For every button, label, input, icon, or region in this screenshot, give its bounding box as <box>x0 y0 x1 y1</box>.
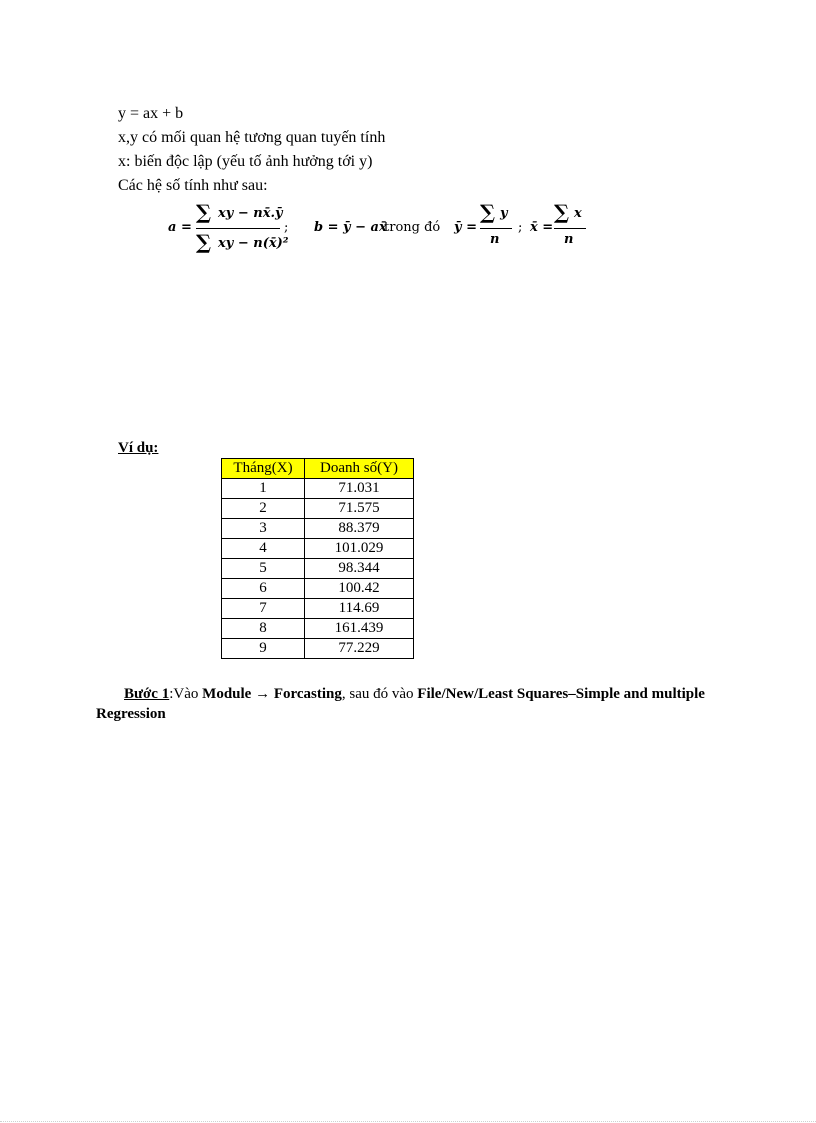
a-denominator: xy − n(x̄)² <box>218 236 289 251</box>
example-label: Ví dụ: <box>118 440 159 456</box>
table-header-row <box>222 459 414 479</box>
coefficients-intro: Các hệ số tính như sau: <box>118 177 268 194</box>
ybar-denominator: n <box>490 232 500 247</box>
sales-cell: 100.42 <box>305 579 414 599</box>
separator: ; <box>518 220 523 235</box>
sigma-symbol: ∑ <box>480 200 496 224</box>
sigma-symbol: ∑ <box>554 200 570 224</box>
month-cell: 1 <box>222 479 305 499</box>
month-cell: 8 <box>222 619 305 639</box>
sigma-symbol: ∑ <box>196 200 212 224</box>
column-header-sales: Doanh số(Y) <box>305 459 414 479</box>
sales-cell: 101.029 <box>305 539 414 559</box>
sales-cell: 71.575 <box>305 499 414 519</box>
xbar-numerator: x <box>574 206 582 221</box>
table-row <box>222 499 414 519</box>
a-lhs: a = <box>168 220 192 235</box>
sales-cell: 98.344 <box>305 559 414 579</box>
table-row <box>222 579 414 599</box>
sales-table <box>221 458 414 659</box>
table-row <box>222 559 414 579</box>
page-bottom-divider <box>0 1121 816 1122</box>
sales-cell: 114.69 <box>305 599 414 619</box>
table-row <box>222 619 414 639</box>
month-cell: 7 <box>222 599 305 619</box>
menu-path: File/New/Least Squares–Simple and multiple Regression <box>96 686 705 722</box>
step-1-instruction <box>96 684 736 724</box>
sales-cell: 77.229 <box>305 639 414 659</box>
a-fraction-bar <box>196 228 280 229</box>
a-numerator: xy − nx̄.ȳ <box>218 206 283 221</box>
module-term: Module <box>202 686 252 702</box>
step-1-text: :Vào <box>169 686 203 702</box>
sales-cell: 88.379 <box>305 519 414 539</box>
table-row <box>222 539 414 559</box>
column-header-month: Tháng(X) <box>222 459 305 479</box>
ybar-fraction-bar <box>480 228 512 229</box>
step-1-text-2: , sau đó vào <box>341 686 418 702</box>
xbar-fraction-bar <box>554 228 586 229</box>
forcasting-term: Forcasting <box>273 686 342 702</box>
b-equation: b = ȳ − ax̄ <box>314 220 387 235</box>
ybar-numerator: y <box>500 206 508 221</box>
sigma-symbol: ∑ <box>196 230 212 254</box>
equation-line: y = ax + b <box>118 105 184 122</box>
month-cell: 9 <box>222 639 305 659</box>
separator: ; <box>284 220 289 235</box>
independent-variable-text: x: biến độc lập (yếu tố ảnh hưởng tới y) <box>118 153 373 170</box>
coefficient-formulas <box>168 200 608 256</box>
month-cell: 2 <box>222 499 305 519</box>
xbar-lhs: x̄ = <box>530 220 554 235</box>
xbar-denominator: n <box>564 232 574 247</box>
step-1-label: Bước 1 <box>124 686 170 702</box>
sales-cell: 161.439 <box>305 619 414 639</box>
month-cell: 4 <box>222 539 305 559</box>
month-cell: 6 <box>222 579 305 599</box>
month-cell: 3 <box>222 519 305 539</box>
relation-text: x,y có mối quan hệ tương quan tuyến tính <box>118 129 386 146</box>
where-text: trong đó <box>384 220 441 235</box>
sales-cell: 71.031 <box>305 479 414 499</box>
month-cell: 5 <box>222 559 305 579</box>
table-row <box>222 639 414 659</box>
table-row <box>222 599 414 619</box>
table-row <box>222 519 414 539</box>
ybar-lhs: ȳ = <box>454 220 477 235</box>
arrow-symbol: → <box>251 686 274 702</box>
table-row <box>222 479 414 499</box>
